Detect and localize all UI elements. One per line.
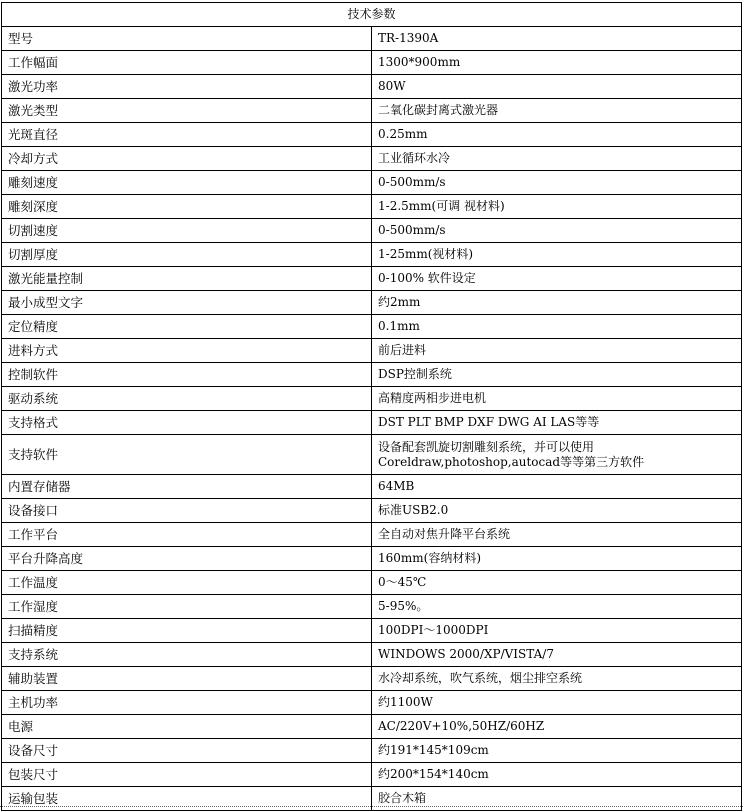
table-row	[2, 171, 742, 195]
table-row	[2, 475, 742, 499]
spec-label: 包装尺寸	[2, 763, 372, 787]
spec-label: 工作幅面	[2, 51, 372, 75]
spec-label: 设备尺寸	[2, 739, 372, 763]
spec-value: 64MB	[372, 475, 742, 499]
spec-table-body	[2, 3, 742, 811]
spec-value: 二氧化碳封离式激光器	[372, 99, 742, 123]
spec-label: 激光功率	[2, 75, 372, 99]
table-row	[2, 195, 742, 219]
spec-value: DSP控制系统	[372, 363, 742, 387]
spec-value: TR-1390A	[372, 27, 742, 51]
table-row	[2, 291, 742, 315]
spec-label: 切割厚度	[2, 243, 372, 267]
spec-value: 工业循环水冷	[372, 147, 742, 171]
table-row	[2, 27, 742, 51]
table-row	[2, 667, 742, 691]
table-row	[2, 739, 742, 763]
spec-label: 运输包装	[2, 787, 372, 811]
spec-value: 水冷却系统，吹气系统，烟尘排空系统	[372, 667, 742, 691]
spec-label: 定位精度	[2, 315, 372, 339]
spec-label: 冷却方式	[2, 147, 372, 171]
spec-label: 光斑直径	[2, 123, 372, 147]
spec-value: 100DPI～1000DPI	[372, 619, 742, 643]
spec-label: 控制软件	[2, 363, 372, 387]
table-row	[2, 147, 742, 171]
table-row	[2, 99, 742, 123]
title-row	[2, 3, 742, 27]
spec-value: 0-500mm/s	[372, 219, 742, 243]
spec-label: 型号	[2, 27, 372, 51]
table-row	[2, 643, 742, 667]
spec-value: 全自动对焦升降平台系统	[372, 523, 742, 547]
spec-value: 1-25mm(视材料)	[372, 243, 742, 267]
spec-value: 5-95%。	[372, 595, 742, 619]
spec-value: 约200*154*140cm	[372, 763, 742, 787]
spec-value: 1-2.5mm(可调 视材料)	[372, 195, 742, 219]
table-row	[2, 571, 742, 595]
spec-label: 支持系统	[2, 643, 372, 667]
next-row-edge	[0, 806, 743, 812]
spec-value: 80W	[372, 75, 742, 99]
table-row	[2, 339, 742, 363]
spec-table	[1, 2, 742, 811]
table-row	[2, 387, 742, 411]
table-row	[2, 267, 742, 291]
table-row	[2, 435, 742, 475]
spec-label: 工作湿度	[2, 595, 372, 619]
table-row	[2, 523, 742, 547]
spec-value: 0-500mm/s	[372, 171, 742, 195]
table-row	[2, 243, 742, 267]
table-title: 技术参数	[2, 3, 742, 27]
table-row	[2, 715, 742, 739]
spec-label: 主机功率	[2, 691, 372, 715]
table-row	[2, 619, 742, 643]
table-row	[2, 499, 742, 523]
spec-value: 标准USB2.0	[372, 499, 742, 523]
spec-label: 辅助装置	[2, 667, 372, 691]
spec-label: 激光类型	[2, 99, 372, 123]
spec-value: DST PLT BMP DXF DWG AI LAS等等	[372, 411, 742, 435]
table-row	[2, 763, 742, 787]
spec-label: 支持格式	[2, 411, 372, 435]
table-row	[2, 363, 742, 387]
spec-label: 内置存储器	[2, 475, 372, 499]
table-row	[2, 75, 742, 99]
spec-value: 0.1mm	[372, 315, 742, 339]
spec-label: 雕刻速度	[2, 171, 372, 195]
table-row	[2, 219, 742, 243]
spec-value: WINDOWS 2000/XP/VISTA/7	[372, 643, 742, 667]
table-row	[2, 411, 742, 435]
spec-value: AC/220V+10%,50HZ/60HZ	[372, 715, 742, 739]
spec-value: 约191*145*109cm	[372, 739, 742, 763]
table-row	[2, 595, 742, 619]
spec-value: 设备配套凯旋切割雕刻系统，并可以使用Coreldraw,photoshop,autocad等等第三方软件	[372, 435, 742, 475]
spec-value: 0.25mm	[372, 123, 742, 147]
spec-value: 约2mm	[372, 291, 742, 315]
spec-label: 设备接口	[2, 499, 372, 523]
spec-value: 160mm(容纳材料)	[372, 547, 742, 571]
spec-label: 雕刻深度	[2, 195, 372, 219]
table-row	[2, 547, 742, 571]
spec-value: 前后进料	[372, 339, 742, 363]
table-row	[2, 691, 742, 715]
spec-label: 工作温度	[2, 571, 372, 595]
spec-label: 支持软件	[2, 435, 372, 475]
table-row	[2, 315, 742, 339]
spec-value: 约1100W	[372, 691, 742, 715]
table-row	[2, 123, 742, 147]
spec-label: 电源	[2, 715, 372, 739]
spec-value: 0～45℃	[372, 571, 742, 595]
spec-label: 平台升降高度	[2, 547, 372, 571]
spec-value: 胶合木箱	[372, 787, 742, 811]
spec-label: 激光能量控制	[2, 267, 372, 291]
spec-label: 切割速度	[2, 219, 372, 243]
spec-label: 进料方式	[2, 339, 372, 363]
spec-label: 工作平台	[2, 523, 372, 547]
spec-value: 0-100% 软件设定	[372, 267, 742, 291]
table-row	[2, 51, 742, 75]
spec-label: 扫描精度	[2, 619, 372, 643]
spec-value: 1300*900mm	[372, 51, 742, 75]
spec-label: 驱动系统	[2, 387, 372, 411]
spec-label: 最小成型文字	[2, 291, 372, 315]
spec-value: 高精度两相步进电机	[372, 387, 742, 411]
